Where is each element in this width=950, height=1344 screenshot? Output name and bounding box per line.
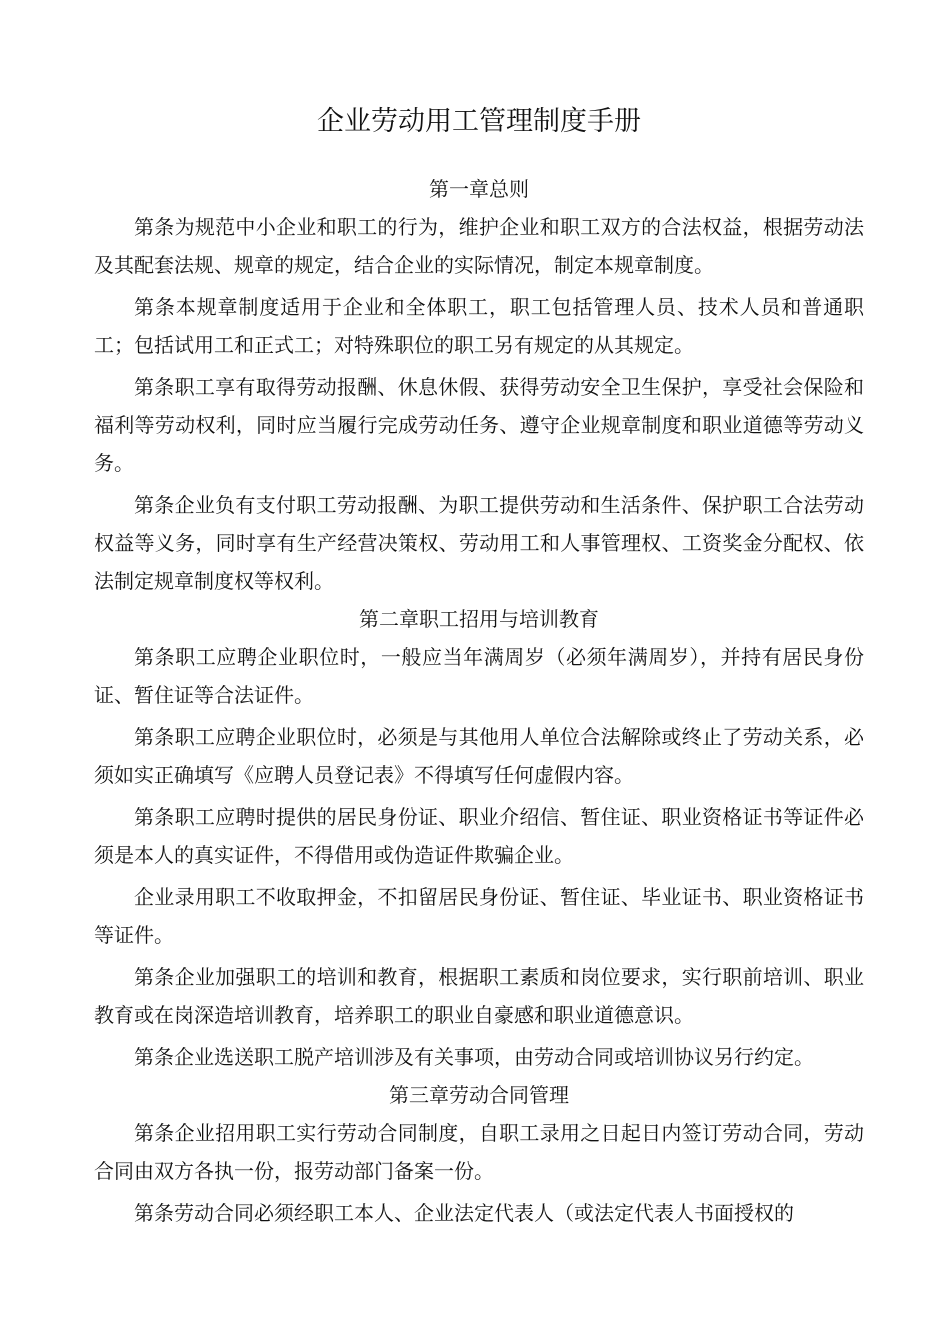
paragraph: 第条劳动合同必须经职工本人、企业法定代表人（或法定代表人书面授权的 bbox=[134, 1201, 794, 1225]
paragraph: 第条为规范中小企业和职工的行为，维护企业和职工双方的合法权益，根据劳动法及其配套法规、规章的规定，结合企业的实际情况，制定本规章制度。 bbox=[94, 215, 864, 277]
paragraph: 第条本规章制度适用于企业和全体职工，职工包括管理人员、技术人员和普通职工；包括试用工和正式工；对特殊职位的职工另有规定的从其规定。 bbox=[94, 295, 864, 357]
chapter-heading-1: 第一章总则 bbox=[429, 177, 529, 201]
paragraph: 第条职工应聘企业职位时，一般应当年满周岁（必须年满周岁），并持有居民身份证、暂住证等合法证件。 bbox=[94, 645, 864, 707]
document-body bbox=[94, 170, 864, 1232]
paragraph: 第条职工应聘企业职位时，必须是与其他用人单位合法解除或终止了劳动关系，必须如实正确填写《应聘人员登记表》不得填写任何虚假内容。 bbox=[94, 725, 864, 787]
paragraph: 第条企业选送职工脱产培训涉及有关事项，由劳动合同或培训协议另行约定。 bbox=[134, 1045, 814, 1069]
chapter-heading-3: 第三章劳动合同管理 bbox=[389, 1083, 569, 1107]
paragraph: 第条企业招用职工实行劳动合同制度，自职工录用之日起日内签订劳动合同，劳动合同由双方各执一份，报劳动部门备案一份。 bbox=[94, 1121, 864, 1183]
paragraph: 第条企业负有支付职工劳动报酬、为职工提供劳动和生活条件、保护职工合法劳动权益等义务，同时享有生产经营决策权、劳动用工和人事管理权、工资奖金分配权、依法制定规章制度权等权利。 bbox=[94, 493, 864, 593]
paragraph: 第条职工享有取得劳动报酬、休息休假、获得劳动安全卫生保护，享受社会保险和福利等劳动权利，同时应当履行完成劳动任务、遵守企业规章制度和职业道德等劳动义务。 bbox=[94, 375, 864, 475]
paragraph: 企业录用职工不收取押金，不扣留居民身份证、暂住证、毕业证书、职业资格证书等证件。 bbox=[94, 885, 864, 947]
document-title: 企业劳动用工管理制度手册 bbox=[317, 106, 641, 137]
paragraph: 第条企业加强职工的培训和教育，根据职工素质和岗位要求，实行职前培训、职业教育或在岗深造培训教育，培养职工的职业自豪感和职业道德意识。 bbox=[94, 965, 864, 1027]
chapter-heading-2: 第二章职工招用与培训教育 bbox=[359, 607, 599, 631]
paragraph: 第条职工应聘时提供的居民身份证、职业介绍信、暂住证、职业资格证书等证件必须是本人的真实证件，不得借用或伪造证件欺骗企业。 bbox=[94, 805, 864, 867]
